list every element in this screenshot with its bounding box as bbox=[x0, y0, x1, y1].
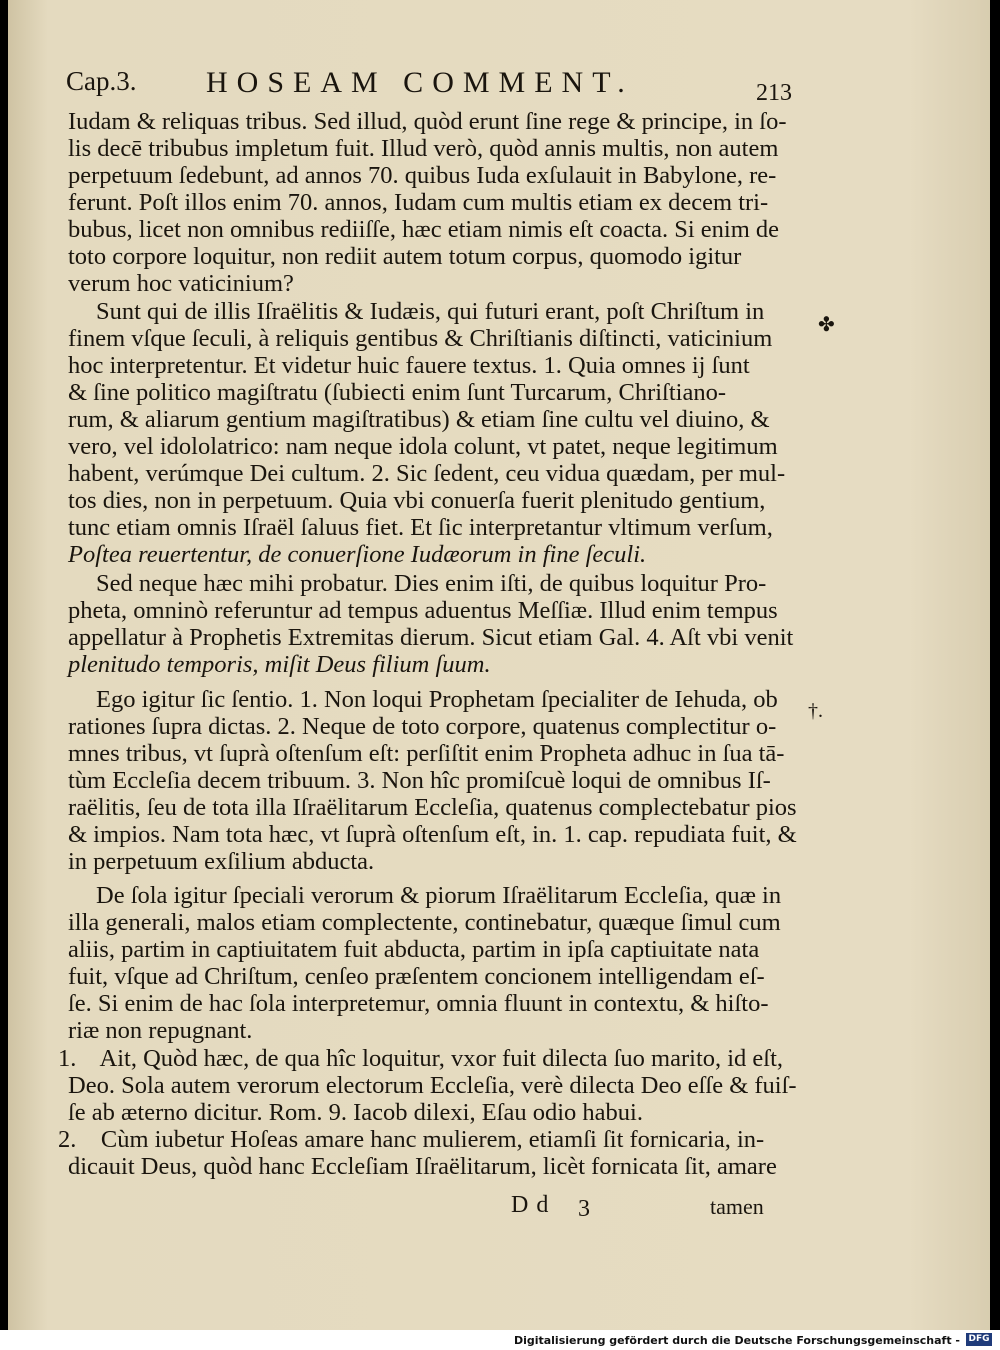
dfg-logo: DFG bbox=[966, 1333, 992, 1346]
page-number: 213 bbox=[756, 80, 792, 106]
text-line: perpetuum ſedebunt, ad annos 70. quibus Iuda exſulauit in Babylone, re- bbox=[68, 162, 777, 189]
text-line: 2. Cùm iubetur Hoſeas amare hanc mulierem, etiamſi ſit fornicaria, in- bbox=[58, 1126, 765, 1153]
footer-credit: Digitalisierung gefördert durch die Deutsche Forschungsgemeinschaft - bbox=[513, 1334, 960, 1347]
text-line: tos dies, non in perpetuum. Quia vbi conuerſa fuerit plenitudo gentium, bbox=[68, 487, 766, 514]
text-line: riæ non repugnant. bbox=[68, 1017, 253, 1044]
margin-note: †. bbox=[808, 700, 823, 722]
text-line: rationes ſupra dictas. 2. Neque de toto corpore, quatenus complectitur o- bbox=[68, 713, 777, 740]
text-line: & impios. Nam tota hæc, vt ſuprà oſtenſum eſt, in. 1. cap. repudiata fuit, & bbox=[68, 821, 797, 848]
text-line: habent, verúmque Dei cultum. 2. Sic ſedent, ceu vidua quædam, per mul- bbox=[68, 460, 786, 487]
text-line: aliis, partim in captiuitatem fuit abducta, partim in ipſa captiuitate nata bbox=[68, 936, 760, 963]
signature-mark: Dd bbox=[511, 1192, 557, 1218]
text-line: lis decē tribubus impletum fuit. Illud verò, quòd annis multis, non autem bbox=[68, 135, 779, 162]
text-line: appellatur à Prophetis Extremitas dierum. Sicut etiam Gal. 4. Aſt vbi venit bbox=[68, 624, 794, 651]
text-line: ſe. Si enim de hac ſola interpretemur, omnia fluunt in contextu, & hiſto- bbox=[68, 990, 769, 1017]
text-line: & ſine politico magiſtratu (ſubiecti enim ſunt Turcarum, Chriſtiano- bbox=[68, 379, 726, 406]
text-line: tunc etiam omnis Iſraël ſaluus fiet. Et ſic interpretantur vltimum verſum, bbox=[68, 514, 773, 541]
text-line: vero, vel idololatrico: nam neque idola colunt, vt patet, neque legitimum bbox=[68, 433, 778, 460]
text-line: Sed neque hæc mihi probatur. Dies enim iſti, de quibus loquitur Pro- bbox=[96, 570, 767, 597]
text-line: ferunt. Poſt illos enim 70. annos, Iudam cum multis etiam ex decem tri- bbox=[68, 189, 769, 216]
text-line: illa generali, malos etiam complectente, continebatur, quæque ſimul cum bbox=[68, 909, 781, 936]
text-line: dicauit Deus, quòd hanc Eccleſiam Iſraëlitarum, licèt fornicata ſit, amare bbox=[68, 1153, 777, 1180]
catchword: tamen bbox=[710, 1194, 764, 1219]
margin-note: ✤ bbox=[818, 314, 835, 336]
signature-number: 3 bbox=[578, 1196, 590, 1222]
text-line: mnes tribus, vt ſuprà oſtenſum eſt: perſiſtit enim Propheta adhuc in ſua tā- bbox=[68, 740, 785, 767]
text-line: raëlitis, ſeu de tota illa Iſraëlitarum Eccleſia, quatenus complectebatur pios bbox=[68, 794, 797, 821]
text-line: 1. Ait, Quòd hæc, de qua hîc loquitur, vxor fuit dilecta ſuo marito, id eſt, bbox=[58, 1045, 784, 1072]
text-line: Poſtea reuertentur, de conuerſione Iudæorum in fine ſeculi. bbox=[68, 541, 647, 568]
text-line: tùm Eccleſia decem tribuum. 3. Non hîc promiſcuè loqui de omnibus Iſ- bbox=[68, 767, 771, 794]
text-line: Iudam & reliquas tribus. Sed illud, quòd erunt ſine rege & principe, in ſo- bbox=[68, 108, 787, 135]
running-title: HOSEAM COMMENT. bbox=[206, 66, 634, 99]
text-line: toto corpore loquitur, non rediit autem totum corpus, quomodo igitur bbox=[68, 243, 742, 270]
text-line: Ego igitur ſic ſentio. 1. Non loqui Prophetam ſpecialiter de Iehuda, ob bbox=[96, 686, 778, 713]
text-line: rum, & aliarum gentium magiſtratibus) & etiam ſine cultu vel diuino, & bbox=[68, 406, 770, 433]
text-line: ſe ab æterno dicitur. Rom. 9. Iacob dilexi, Eſau odio habui. bbox=[68, 1099, 643, 1126]
text-line: in perpetuum exſilium abducta. bbox=[68, 848, 375, 875]
text-line: Sunt qui de illis Iſraëlitis & Iudæis, qui futuri erant, poſt Chriſtum in bbox=[96, 298, 765, 325]
text-line: De ſola igitur ſpeciali verorum & piorum Iſraëlitarum Eccleſia, quæ in bbox=[96, 882, 782, 909]
text-line: pheta, omninò referuntur ad tempus aduentus Meſſiæ. Illud enim tempus bbox=[68, 597, 778, 624]
text-line: bubus, licet non omnibus rediiſſe, hæc etiam nimis eſt coacta. Si enim de bbox=[68, 216, 780, 243]
book-page bbox=[8, 0, 990, 1330]
chapter-label: Cap.3. bbox=[66, 66, 137, 96]
text-line: hoc interpretentur. Et videtur huic fauere textus. 1. Quia omnes ij ſunt bbox=[68, 352, 750, 379]
text-line: Deo. Sola autem verorum electorum Eccleſia, verè dilecta Deo eſſe & fuiſ- bbox=[68, 1072, 797, 1099]
text-line: fuit, vſque ad Chriſtum, cenſeo præſentem concionem intelligendam eſ- bbox=[68, 963, 765, 990]
text-line: verum hoc vaticinium? bbox=[68, 270, 294, 297]
text-line: plenitudo temporis, miſit Deus filium ſuum. bbox=[68, 651, 491, 678]
text-line: finem vſque ſeculi, à reliquis gentibus & Chriſtianis diſtincti, vaticinium bbox=[68, 325, 773, 352]
